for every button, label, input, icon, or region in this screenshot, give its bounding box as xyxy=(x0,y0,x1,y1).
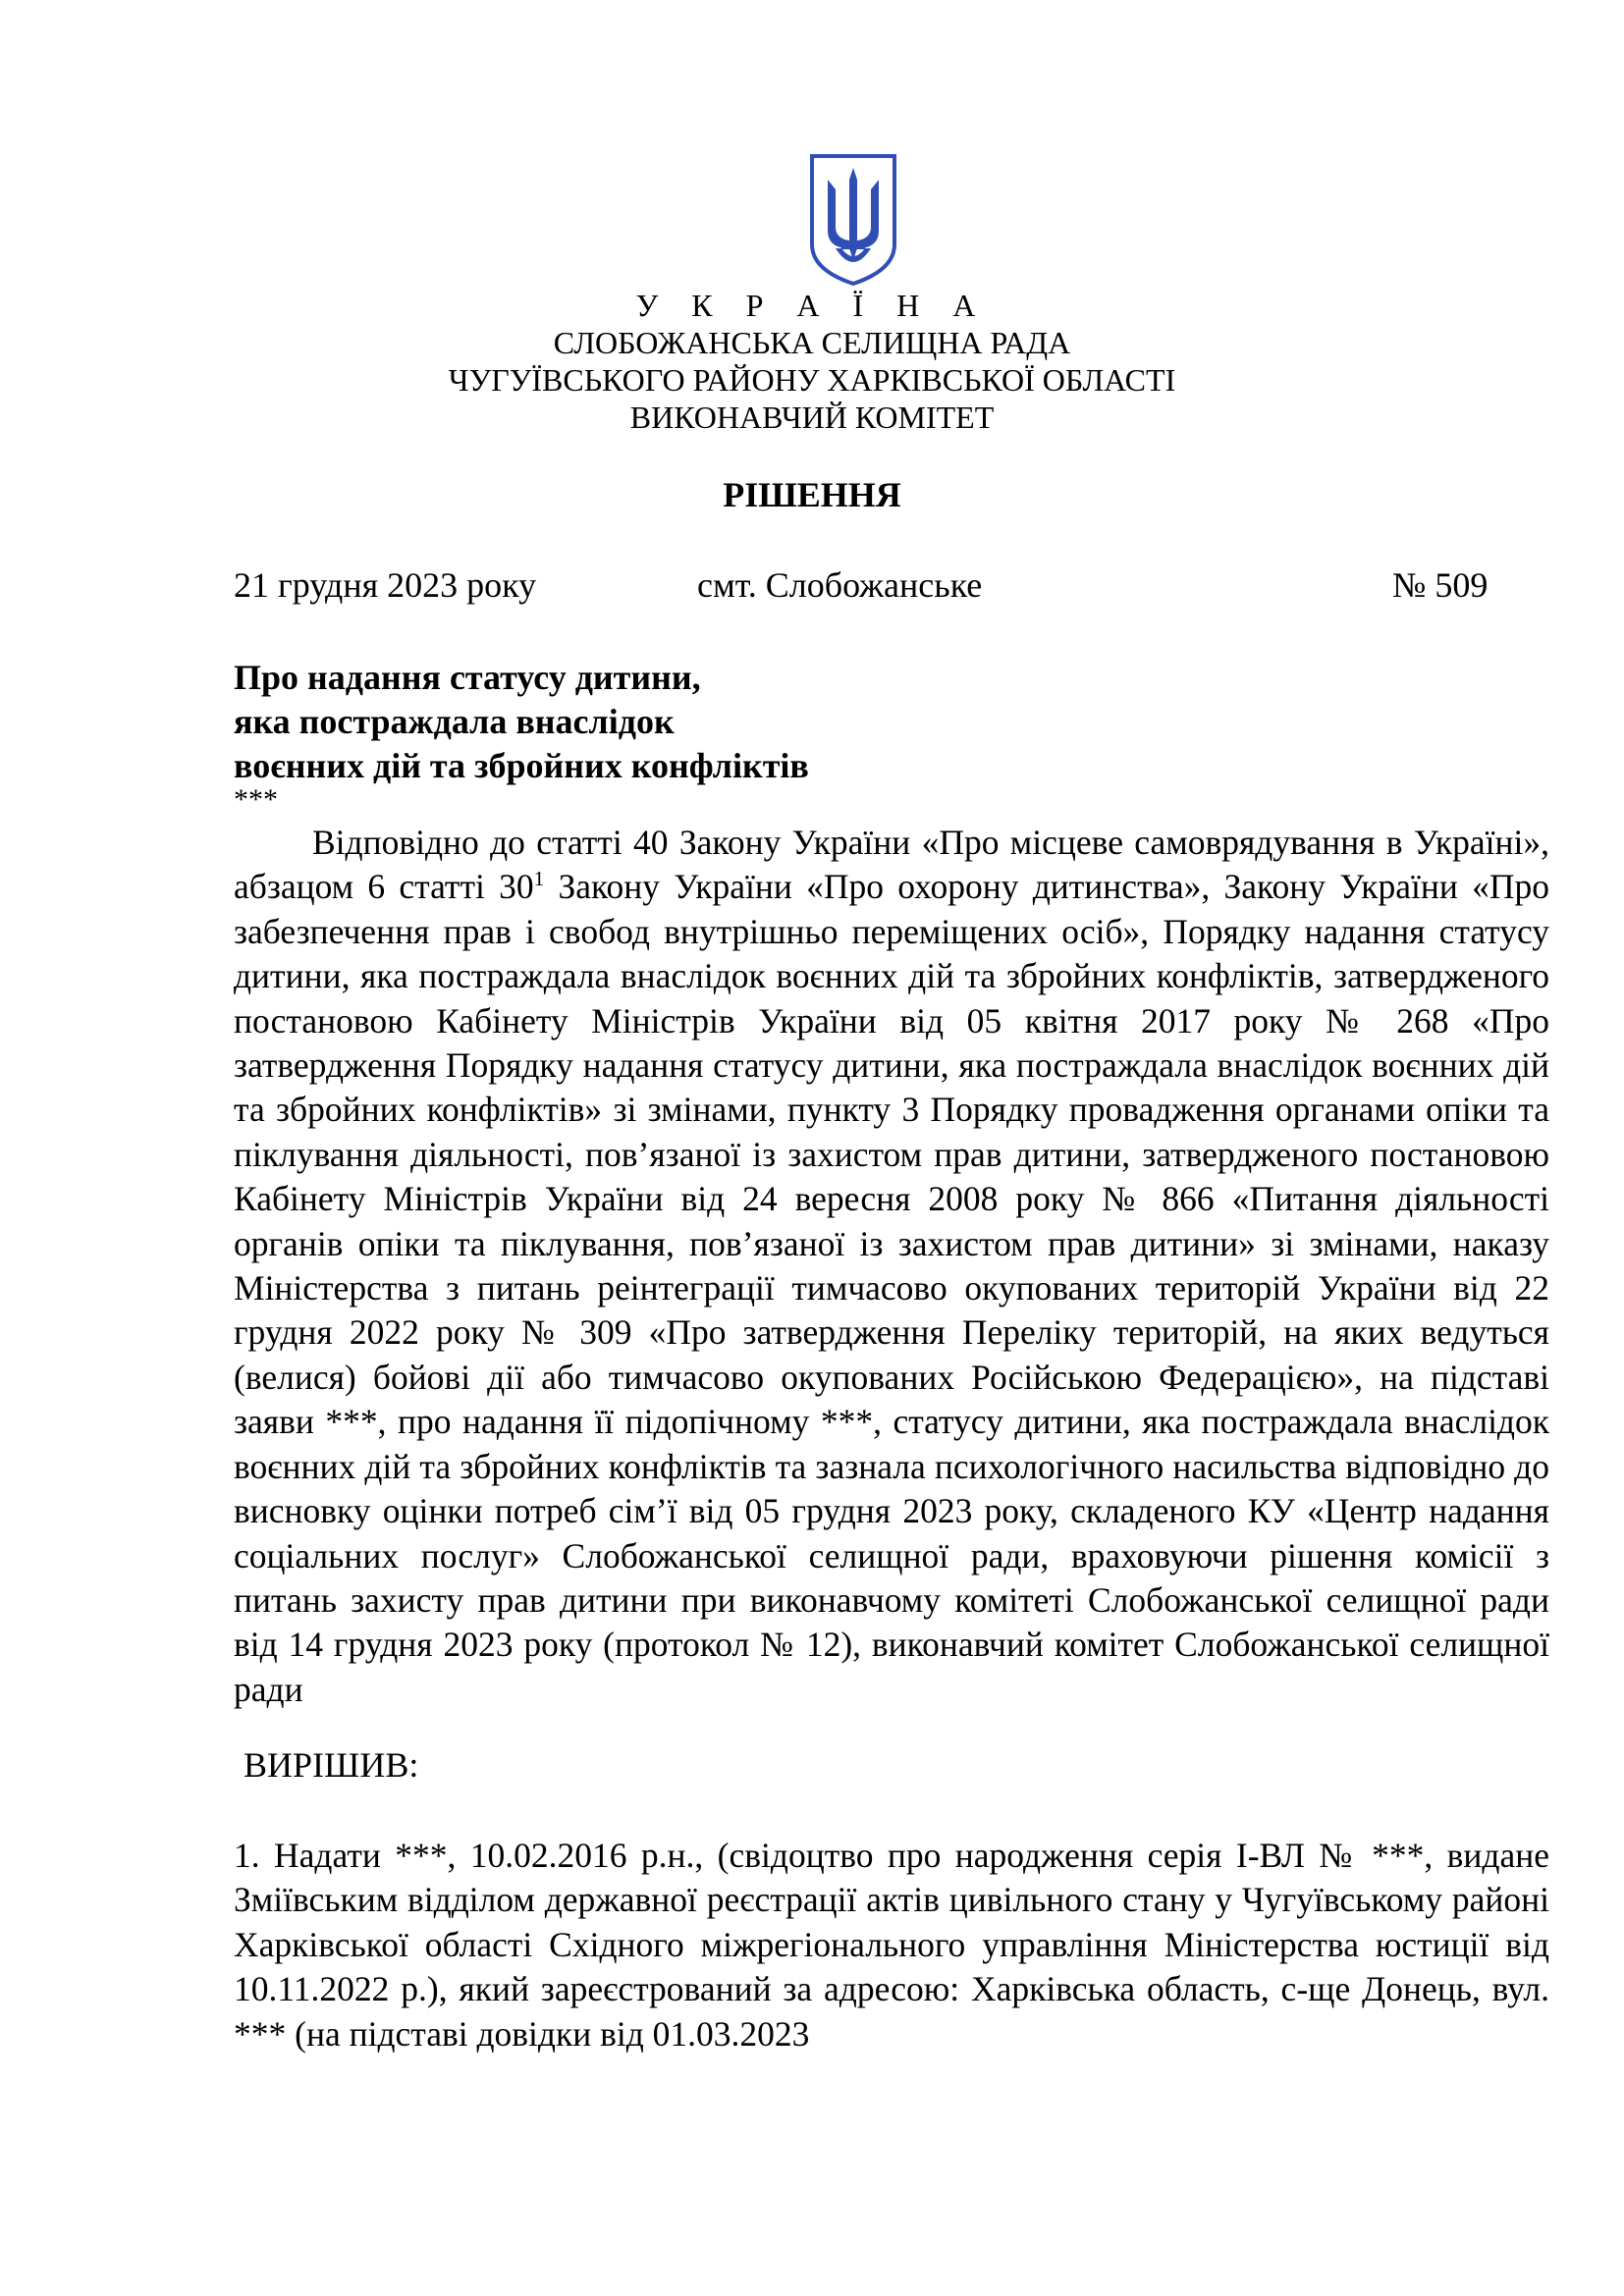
resolution-item-1: 1. Надати ***, 10.02.2016 р.н., (свідоцтво про народження серія І-ВЛ № ***, видане Зміївським відділом державної реєстрації актів цивільного стану у Чугуївському районі Харківської області Східного міжрегіонального управління Міністерства юстиції від 10.11.2022 р.), який зареєстрований за адресою: Харківська область, с-ще Донець, вул. *** (на підставі довідки від 01.03.2023 xyxy=(234,1836,1549,2054)
committee-name: ВИКОНАВЧИЙ КОМІТЕТ xyxy=(629,400,995,435)
preamble-text: Відповідно до статті 40 Закону України «Про місцеве самоврядування в Україні», абзацом 6 статті 30 xyxy=(234,823,1549,907)
preamble-paragraph xyxy=(234,821,1549,1712)
coat-of-arms-icon xyxy=(806,150,900,288)
subject-line: яка постраждала внаслідок xyxy=(234,702,675,741)
document-date: 21 грудня 2023 року xyxy=(234,565,537,605)
superscript-mark: 1 xyxy=(533,867,545,891)
council-name: СЛОБОЖАНСЬКА СЕЛИЩНА РАДА xyxy=(553,325,1071,360)
document-number: № 509 xyxy=(1392,565,1489,605)
resolved-heading: ВИРІШИВ: xyxy=(244,1745,419,1785)
preamble-text: Закону України «Про охорону дитинства», Закону України «Про забезпечення прав і свобод внутрішньо переміщених осіб», Порядку надання статусу дитини, яка постраждала внаслідок воєнних дій та збройних конфліктів, затвердженого постановою Кабінету Міністрів України від 05 квітня 2017 року № 268 «Про затвердження Порядку надання статусу дитини, яка постраждала внаслідок воєнних дій та збройних конфліктів» зі змінами, пункту 3 Порядку провадження органами опіки та піклування діяльності, пов’язаної із захистом прав дитини, затвердженого постановою Кабінету Міністрів України від 24 вересня 2008 року № 866 «Питання діяльності органів опіки та піклування, пов’язаної із захистом прав дитини» зі змінами, наказу Міністерства з питань реінтеграції тимчасово окупованих територій України від 22 грудня 2022 року № 309 «Про затвердження Переліку територій, на яких ведуться (велися) бойові дії або тимчасово окупованих Російською Федерацією», на підставі заяви ***, про надання її підопічному ***, статусу дитини, яка постраждала внаслідок воєнних дій та збройних конфліктів та зазнала психологічного насильства відповідно до висновку оцінки потреб сім’ї від 05 грудня 2023 року, складеного КУ «Центр надання соціальних послуг» Слобожанської селищної ради, враховуючи рішення комісії з питань захисту прав дитини при виконавчому комітеті Слобожанської селищної ради від 14 грудня 2023 року (протокол № 12), виконавчий комітет Слобожанської селищної ради xyxy=(234,867,1549,1709)
district-name: ЧУГУЇВСЬКОГО РАЙОНУ ХАРКІВСЬКОЇ ОБЛАСТІ xyxy=(448,362,1176,398)
subject-line: Про надання статусу дитини, xyxy=(234,658,701,697)
document-subject xyxy=(234,656,809,788)
document-type: РІШЕННЯ xyxy=(723,475,901,514)
redaction-mark: *** xyxy=(234,783,278,816)
subject-line: воєнних дій та збройних конфліктів xyxy=(234,746,809,785)
country-name: У К Р А Ї Н А xyxy=(635,288,989,323)
document-place: смт. Слобожанське xyxy=(697,565,983,605)
